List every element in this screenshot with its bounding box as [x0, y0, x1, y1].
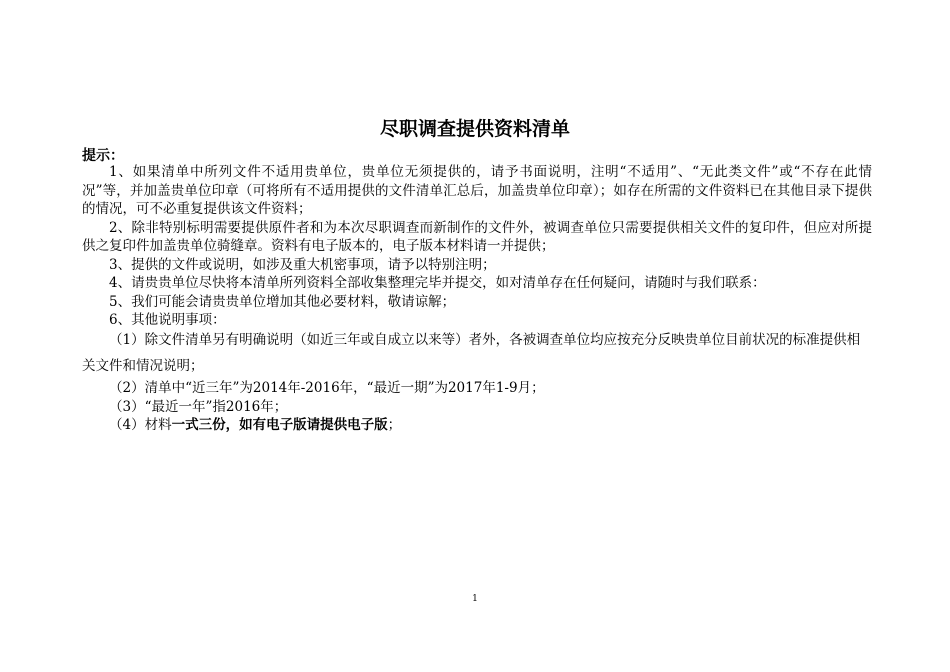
sub-item-2: （2）清单中“近三年”为2014年-2016年，“最近一期”为2017年1-9月；	[109, 380, 545, 396]
page-number: 1	[472, 594, 478, 604]
tip-item-3: 3、提供的文件或说明，如涉及重大机密事项，请予以特别注明；	[109, 256, 496, 273]
tip-item-4: 4、请贵贵单位尽快将本清单所列资料全部收集整理完毕并提交，如对清单存在任何疑问，请随时与我们联系：	[109, 275, 766, 291]
sub-item-3: （3）“最近一年”指2016年；	[109, 398, 288, 415]
tips-label: 提示：	[82, 148, 124, 164]
document-title: 尽职调查提供资料清单	[379, 118, 570, 140]
tip-item-5: 5、我们可能会请贵贵单位增加其他必要材料，敬请谅解；	[109, 293, 456, 310]
tip-item-6: 6、其他说明事项：	[109, 312, 226, 328]
sub-item-4-bold: 一式三份，如有电子版请提供电子版	[171, 417, 388, 433]
sub-item-4-prefix: （4）材料	[109, 417, 172, 433]
sub-item-1-text: （1）除文件清单另有明确说明（如近三年或自成立以来等）者外，各被调查单位均应按充分反映贵单位目前状况的标准提供相关文件和情况说明；	[82, 332, 861, 374]
sub-items	[82, 379, 872, 435]
sub-item-4	[82, 416, 872, 435]
sub-item-1	[82, 327, 872, 379]
tips-list	[82, 163, 872, 330]
tip-item-1: 1、如果清单中所列文件不适用贵单位，贵单位无须提供的，请予书面说明，注明“不适用”、“无此类文件”或“不存在此情况”等，并加盖贵单位印章（可将所有不适用提供的文件清单汇总后，加盖贵单位印章）；如存在所需的文件资料已在其他目录下提供的情况，可不必重复提供该文件资料；	[82, 164, 872, 217]
sub-item-4-suffix: ；	[387, 417, 402, 433]
tip-item-2: 2、除非特别标明需要提供原件者和为本次尽职调查而新制作的文件外，被调查单位只需要提供相关文件的复印件，但应对所提供之复印件加盖贵单位骑缝章。资料有电子版本的，电子版本材料请一并提供；	[82, 219, 872, 254]
